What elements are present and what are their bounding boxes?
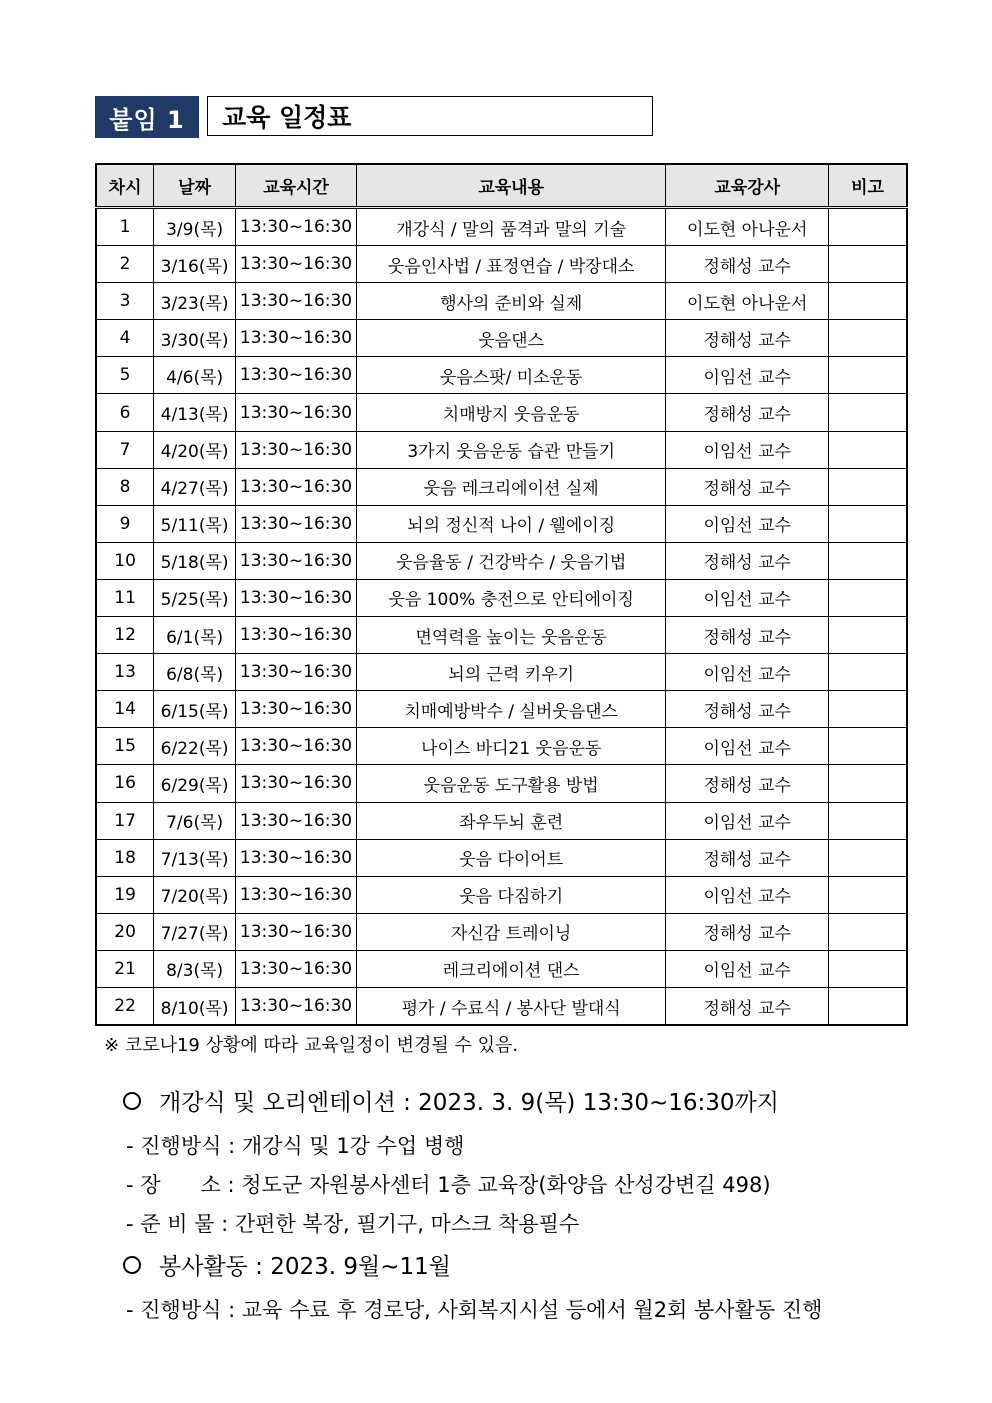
volunteer-heading bbox=[123, 1248, 451, 1281]
time-cell: 13:30~16:30 bbox=[236, 394, 357, 431]
table-row bbox=[96, 654, 907, 691]
date-cell: 8/3(목) bbox=[154, 950, 236, 987]
table-row bbox=[96, 505, 907, 542]
title-row bbox=[95, 96, 653, 138]
instructor-cell: 이임선 교수 bbox=[666, 950, 829, 987]
session-cell: 5 bbox=[96, 357, 154, 394]
instructor-cell: 정해성 교수 bbox=[666, 765, 829, 802]
time-cell: 13:30~16:30 bbox=[236, 691, 357, 728]
content-cell: 웃음 다짐하기 bbox=[356, 876, 665, 913]
remarks-cell bbox=[829, 579, 908, 616]
content-cell: 행사의 준비와 실제 bbox=[356, 283, 665, 320]
date-cell: 5/11(목) bbox=[154, 505, 236, 542]
time-cell: 13:30~16:30 bbox=[236, 987, 357, 1025]
remarks-cell bbox=[829, 283, 908, 320]
table-header-row bbox=[96, 164, 907, 208]
date-cell: 4/20(목) bbox=[154, 431, 236, 468]
content-cell: 레크리에이션 댄스 bbox=[356, 950, 665, 987]
session-cell: 17 bbox=[96, 802, 154, 839]
time-cell: 13:30~16:30 bbox=[236, 579, 357, 616]
table-row bbox=[96, 394, 907, 431]
table-row bbox=[96, 357, 907, 394]
date-cell: 3/30(목) bbox=[154, 320, 236, 357]
date-cell: 6/15(목) bbox=[154, 691, 236, 728]
session-cell: 21 bbox=[96, 950, 154, 987]
remarks-cell bbox=[829, 431, 908, 468]
session-cell: 15 bbox=[96, 728, 154, 765]
time-cell: 13:30~16:30 bbox=[236, 950, 357, 987]
table-row bbox=[96, 431, 907, 468]
session-cell: 1 bbox=[96, 208, 154, 246]
session-cell: 12 bbox=[96, 617, 154, 654]
table-row bbox=[96, 246, 907, 283]
instructor-cell: 이임선 교수 bbox=[666, 728, 829, 765]
remarks-cell bbox=[829, 394, 908, 431]
session-cell: 8 bbox=[96, 468, 154, 505]
instructor-cell: 이임선 교수 bbox=[666, 505, 829, 542]
content-cell: 뇌의 근력 키우기 bbox=[356, 654, 665, 691]
header-time: 교육시간 bbox=[236, 164, 357, 208]
schedule-table bbox=[95, 163, 908, 1026]
instructor-cell: 정해성 교수 bbox=[666, 617, 829, 654]
remarks-cell bbox=[829, 357, 908, 394]
instructor-cell: 이임선 교수 bbox=[666, 654, 829, 691]
date-cell: 5/18(목) bbox=[154, 542, 236, 579]
date-cell: 6/8(목) bbox=[154, 654, 236, 691]
time-cell: 13:30~16:30 bbox=[236, 654, 357, 691]
session-cell: 6 bbox=[96, 394, 154, 431]
instructor-cell: 정해성 교수 bbox=[666, 320, 829, 357]
content-cell: 평가 / 수료식 / 봉사단 발대식 bbox=[356, 987, 665, 1025]
content-cell: 웃음스팟/ 미소운동 bbox=[356, 357, 665, 394]
time-cell: 13:30~16:30 bbox=[236, 617, 357, 654]
remarks-cell bbox=[829, 208, 908, 246]
orientation-supplies: - 준 비 물 : 간편한 복장, 필기구, 마스크 착용필수 bbox=[126, 1212, 580, 1236]
content-cell: 웃음 레크리에이션 실제 bbox=[356, 468, 665, 505]
content-cell: 뇌의 정신적 나이 / 웰에이징 bbox=[356, 505, 665, 542]
date-cell: 6/22(목) bbox=[154, 728, 236, 765]
remarks-cell bbox=[829, 617, 908, 654]
remarks-cell bbox=[829, 913, 908, 950]
attachment-badge: 붙임 1 bbox=[95, 96, 199, 138]
orientation-heading-text: 개강식 및 오리엔테이션 : 2023. 3. 9(목) 13:30~16:30까지 bbox=[159, 1090, 779, 1116]
content-cell: 웃음율동 / 건강박수 / 웃음기법 bbox=[356, 542, 665, 579]
header-remarks: 비고 bbox=[829, 164, 908, 208]
date-cell: 4/6(목) bbox=[154, 357, 236, 394]
content-cell: 웃음 다이어트 bbox=[356, 839, 665, 876]
table-row bbox=[96, 876, 907, 913]
instructor-cell: 정해성 교수 bbox=[666, 246, 829, 283]
session-cell: 9 bbox=[96, 505, 154, 542]
instructor-cell: 정해성 교수 bbox=[666, 468, 829, 505]
remarks-cell bbox=[829, 765, 908, 802]
time-cell: 13:30~16:30 bbox=[236, 283, 357, 320]
time-cell: 13:30~16:30 bbox=[236, 208, 357, 246]
date-cell: 3/23(목) bbox=[154, 283, 236, 320]
content-cell: 웃음운동 도구활용 방법 bbox=[356, 765, 665, 802]
content-cell: 치매예방박수 / 실버웃음댄스 bbox=[356, 691, 665, 728]
table-row bbox=[96, 913, 907, 950]
content-cell: 웃음댄스 bbox=[356, 320, 665, 357]
time-cell: 13:30~16:30 bbox=[236, 839, 357, 876]
session-cell: 2 bbox=[96, 246, 154, 283]
session-cell: 10 bbox=[96, 542, 154, 579]
remarks-cell bbox=[829, 505, 908, 542]
remarks-cell bbox=[829, 950, 908, 987]
table-row bbox=[96, 579, 907, 616]
table-row bbox=[96, 208, 907, 246]
session-cell: 3 bbox=[96, 283, 154, 320]
date-cell: 6/29(목) bbox=[154, 765, 236, 802]
content-cell: 면역력을 높이는 웃음운동 bbox=[356, 617, 665, 654]
instructor-cell: 이임선 교수 bbox=[666, 876, 829, 913]
time-cell: 13:30~16:30 bbox=[236, 431, 357, 468]
content-cell: 나이스 바디21 웃음운동 bbox=[356, 728, 665, 765]
table-row bbox=[96, 283, 907, 320]
session-cell: 14 bbox=[96, 691, 154, 728]
time-cell: 13:30~16:30 bbox=[236, 320, 357, 357]
table-row bbox=[96, 320, 907, 357]
remarks-cell bbox=[829, 654, 908, 691]
instructor-cell: 정해성 교수 bbox=[666, 987, 829, 1025]
header-date: 날짜 bbox=[154, 164, 236, 208]
session-cell: 22 bbox=[96, 987, 154, 1025]
time-cell: 13:30~16:30 bbox=[236, 505, 357, 542]
time-cell: 13:30~16:30 bbox=[236, 357, 357, 394]
date-cell: 4/13(목) bbox=[154, 394, 236, 431]
schedule-note: ※ 코로나19 상황에 따라 교육일정이 변경될 수 있음. bbox=[104, 1035, 519, 1056]
instructor-cell: 이임선 교수 bbox=[666, 579, 829, 616]
time-cell: 13:30~16:30 bbox=[236, 468, 357, 505]
content-cell: 웃음인사법 / 표정연습 / 박장대소 bbox=[356, 246, 665, 283]
date-cell: 7/6(목) bbox=[154, 802, 236, 839]
remarks-cell bbox=[829, 728, 908, 765]
date-cell: 3/16(목) bbox=[154, 246, 236, 283]
remarks-cell bbox=[829, 987, 908, 1025]
remarks-cell bbox=[829, 468, 908, 505]
instructor-cell: 정해성 교수 bbox=[666, 542, 829, 579]
time-cell: 13:30~16:30 bbox=[236, 246, 357, 283]
session-cell: 19 bbox=[96, 876, 154, 913]
table-row bbox=[96, 728, 907, 765]
remarks-cell bbox=[829, 320, 908, 357]
date-cell: 3/9(목) bbox=[154, 208, 236, 246]
circle-bullet-icon bbox=[123, 1256, 141, 1274]
session-cell: 13 bbox=[96, 654, 154, 691]
session-cell: 16 bbox=[96, 765, 154, 802]
table-body bbox=[96, 208, 907, 1026]
session-cell: 7 bbox=[96, 431, 154, 468]
table-row bbox=[96, 617, 907, 654]
table-row bbox=[96, 987, 907, 1025]
remarks-cell bbox=[829, 876, 908, 913]
date-cell: 7/27(목) bbox=[154, 913, 236, 950]
table-row bbox=[96, 542, 907, 579]
time-cell: 13:30~16:30 bbox=[236, 765, 357, 802]
table-row bbox=[96, 950, 907, 987]
remarks-cell bbox=[829, 691, 908, 728]
date-cell: 8/10(목) bbox=[154, 987, 236, 1025]
remarks-cell bbox=[829, 839, 908, 876]
table-row bbox=[96, 839, 907, 876]
time-cell: 13:30~16:30 bbox=[236, 728, 357, 765]
session-cell: 4 bbox=[96, 320, 154, 357]
instructor-cell: 정해성 교수 bbox=[666, 394, 829, 431]
table-row bbox=[96, 468, 907, 505]
volunteer-method: - 진행방식 : 교육 수료 후 경로당, 사회복지시설 등에서 월2회 봉사활동 진행 bbox=[126, 1298, 823, 1322]
header-content: 교육내용 bbox=[356, 164, 665, 208]
remarks-cell bbox=[829, 542, 908, 579]
content-cell: 치매방지 웃음운동 bbox=[356, 394, 665, 431]
table-row bbox=[96, 691, 907, 728]
remarks-cell bbox=[829, 802, 908, 839]
content-cell: 좌우두뇌 훈련 bbox=[356, 802, 665, 839]
instructor-cell: 이임선 교수 bbox=[666, 431, 829, 468]
header-instructor: 교육강사 bbox=[666, 164, 829, 208]
remarks-cell bbox=[829, 246, 908, 283]
instructor-cell: 이도현 아나운서 bbox=[666, 283, 829, 320]
date-cell: 5/25(목) bbox=[154, 579, 236, 616]
date-cell: 7/20(목) bbox=[154, 876, 236, 913]
session-cell: 18 bbox=[96, 839, 154, 876]
date-cell: 7/13(목) bbox=[154, 839, 236, 876]
table-row bbox=[96, 765, 907, 802]
instructor-cell: 정해성 교수 bbox=[666, 691, 829, 728]
time-cell: 13:30~16:30 bbox=[236, 913, 357, 950]
session-cell: 11 bbox=[96, 579, 154, 616]
circle-bullet-icon bbox=[123, 1092, 141, 1110]
content-cell: 자신감 트레이닝 bbox=[356, 913, 665, 950]
volunteer-heading-text: 봉사활동 : 2023. 9월~11월 bbox=[159, 1254, 452, 1280]
header-session: 차시 bbox=[96, 164, 154, 208]
instructor-cell: 이임선 교수 bbox=[666, 357, 829, 394]
instructor-cell: 정해성 교수 bbox=[666, 913, 829, 950]
time-cell: 13:30~16:30 bbox=[236, 802, 357, 839]
content-cell: 3가지 웃음운동 습관 만들기 bbox=[356, 431, 665, 468]
instructor-cell: 이임선 교수 bbox=[666, 802, 829, 839]
orientation-heading bbox=[123, 1084, 779, 1117]
time-cell: 13:30~16:30 bbox=[236, 542, 357, 579]
orientation-place: - 장 소 : 청도군 자원봉사센터 1층 교육장(화양읍 산성강변길 498) bbox=[126, 1173, 771, 1197]
date-cell: 6/1(목) bbox=[154, 617, 236, 654]
time-cell: 13:30~16:30 bbox=[236, 876, 357, 913]
instructor-cell: 정해성 교수 bbox=[666, 839, 829, 876]
date-cell: 4/27(목) bbox=[154, 468, 236, 505]
instructor-cell: 이도현 아나운서 bbox=[666, 208, 829, 246]
orientation-method: - 진행방식 : 개강식 및 1강 수업 병행 bbox=[126, 1134, 465, 1158]
table-row bbox=[96, 802, 907, 839]
content-cell: 개강식 / 말의 품격과 말의 기술 bbox=[356, 208, 665, 246]
page-title: 교육 일정표 bbox=[207, 96, 653, 136]
content-cell: 웃음 100% 충전으로 안티에이징 bbox=[356, 579, 665, 616]
session-cell: 20 bbox=[96, 913, 154, 950]
